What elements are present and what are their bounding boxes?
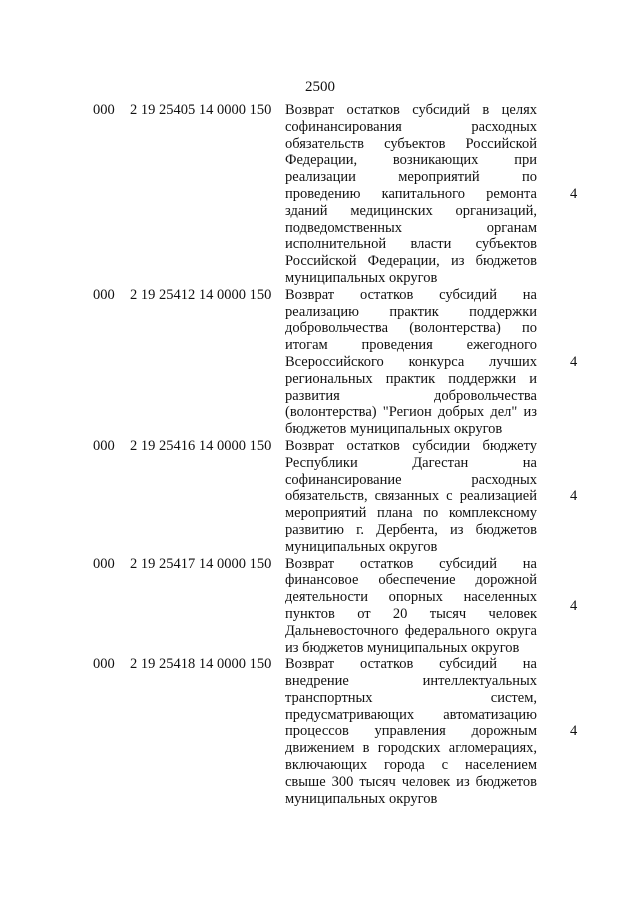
table-row <box>0 287 640 438</box>
table-row <box>0 556 640 657</box>
budget-classification-code: 2 19 25416 14 0000 150 <box>130 437 272 454</box>
code-description: Возврат остатков субсидий в целях софинансирования расходных обязательств субъектов Российской Федерации, возникающих при реализации мероприятий по проведению капитального ремонта зданий медицинских организаций, подведомственных органам исполнительной власти субъектов Российской Федерации, из бюджетов муниципальных округов <box>285 102 537 286</box>
budget-classification-code: 2 19 25405 14 0000 150 <box>130 102 272 118</box>
budget-level: 4 <box>570 353 578 370</box>
code-description: Возврат остатков субсидии бюджету Республики Дагестан на софинансирование расходных обязательств, связанных с реализацией мероприятий плана по комплексному развитию г. Дербента, из бюджетов муниципальных округов <box>285 437 537 555</box>
admin-code: 000 <box>93 102 115 118</box>
table-row <box>0 438 640 556</box>
admin-code: 000 <box>93 656 115 673</box>
budget-level: 4 <box>570 488 578 505</box>
admin-code: 000 <box>93 286 115 303</box>
admin-code: 000 <box>93 555 115 572</box>
budget-code-table <box>0 102 640 807</box>
budget-classification-code: 2 19 25418 14 0000 150 <box>130 656 272 673</box>
budget-level: 4 <box>570 185 578 202</box>
budget-classification-code: 2 19 25417 14 0000 150 <box>130 555 272 572</box>
page-number: 2500 <box>305 79 335 95</box>
admin-code: 000 <box>93 437 115 454</box>
code-description: Возврат остатков субсидий на внедрение интеллектуальных транспортных систем, предусматривающих автоматизацию процессов управления дорожным движением в городских агломерациях, включающих города с населением свыше 300 тысяч человек из бюджетов муниципальных округов <box>285 656 537 807</box>
code-description: Возврат остатков субсидий на реализацию практик поддержки добровольчества (волонтерства) по итогам проведения ежегодного Всероссийского конкурса лучших региональных практик поддержки и развития добровольчества (волонтерства) "Регион добрых дел" из бюджетов муниципальных округов <box>285 286 537 438</box>
table-row <box>0 656 640 807</box>
budget-level: 4 <box>570 597 578 614</box>
budget-level: 4 <box>570 723 578 740</box>
code-description: Возврат остатков субсидий на финансовое обеспечение дорожной деятельности опорных населенных пунктов от 20 тысяч человек Дальневосточного федерального округа из бюджетов муниципальных округов <box>285 555 537 656</box>
table-row <box>0 102 640 287</box>
budget-classification-code: 2 19 25412 14 0000 150 <box>130 286 272 303</box>
